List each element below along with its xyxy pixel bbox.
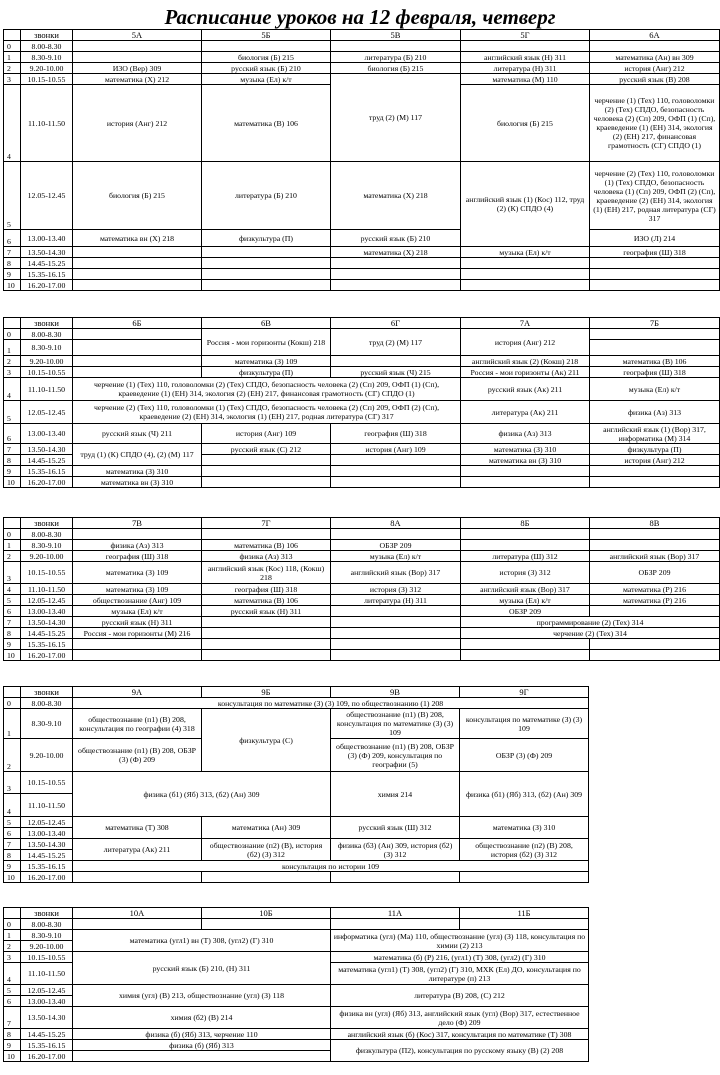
lesson-cell: физика вн (угл) (Яб) 313, английский язык (угл) (Вор) 317, естественное дело (Ф) 209 — [331, 1007, 589, 1029]
header-class: 6Г — [331, 318, 461, 329]
lesson-cell: физика (Аз) 313 — [73, 540, 202, 551]
header-class: 5Г — [461, 30, 590, 41]
header-class: 7В — [73, 518, 202, 529]
lesson-number: 7 — [4, 839, 21, 850]
lesson-cell: математика (б) (Р) 216, (угл1) (Т) 308, (угл2) (Г) 310 — [331, 952, 589, 963]
lesson-number: 8 — [4, 258, 21, 269]
lesson-time: 12.05-12.45 — [21, 985, 73, 996]
lesson-time: 8.30-9.10 — [21, 340, 73, 356]
lesson-cell: ИЗО (Вер) 309 — [73, 63, 202, 74]
header-class: 6А — [590, 30, 720, 41]
lesson-cell: литература (Б) 210 — [331, 52, 461, 63]
lesson-number: 2 — [4, 739, 21, 772]
lesson-time: 13.00-13.40 — [21, 606, 73, 617]
lesson-time: 15.35-16.15 — [21, 269, 73, 280]
lesson-number: 4 — [4, 378, 21, 401]
header-class: 8Б — [461, 518, 590, 529]
lesson-number: 6 — [4, 606, 21, 617]
lesson-number: 10 — [4, 1051, 21, 1062]
lesson-time: 9.20-10.00 — [21, 63, 73, 74]
lesson-cell: физкультура (С) — [202, 709, 331, 772]
header-class: 11Б — [460, 908, 589, 919]
lesson-cell: история (З) 312 — [461, 562, 590, 584]
lesson-cell: география (Ш) 318 — [331, 424, 461, 444]
lesson-cell: русский язык (Ч) 215 — [331, 367, 461, 378]
lesson-cell: история (З) 312 — [331, 584, 461, 595]
lesson-time: 8.00-8.30 — [21, 41, 73, 52]
lesson-number: 6 — [4, 996, 21, 1007]
lesson-time: 13.00-13.40 — [21, 828, 73, 839]
lesson-cell: математика (Ан) вн 309 — [590, 52, 720, 63]
lesson-cell: обществознание (п1) (В) 208, ОБЗР (3) (Ф) 209 — [73, 739, 202, 772]
lesson-time: 13.00-13.40 — [21, 424, 73, 444]
lesson-cell: русский язык (Б) 210 — [202, 63, 331, 74]
lesson-cell: математика (З) 109 — [73, 562, 202, 584]
lesson-time: 11.10-11.50 — [21, 794, 73, 817]
lesson-time: 13.50-14.30 — [21, 617, 73, 628]
lesson-cell: русский язык (Б) 210 — [331, 230, 461, 247]
lesson-number: 10 — [4, 872, 21, 883]
lesson-number: 2 — [4, 941, 21, 952]
schedule-table-5-6a — [3, 29, 720, 291]
lesson-time: 8.30-9.10 — [21, 930, 73, 941]
header-class: 8В — [590, 518, 720, 529]
header-times: звонки — [21, 687, 73, 698]
lesson-cell: музыка (Ел) к/т — [331, 551, 461, 562]
lesson-number: 9 — [4, 861, 21, 872]
lesson-cell: литература (Ш) 312 — [461, 551, 590, 562]
lesson-cell: история (Анг) 212 — [590, 63, 720, 74]
lesson-time: 8.30-9.10 — [21, 709, 73, 739]
lesson-cell: русский язык (Ш) 312 — [331, 817, 460, 839]
header-class: 9Б — [202, 687, 331, 698]
lesson-time: 8.00-8.30 — [21, 329, 73, 340]
header-class: 7Б — [590, 318, 720, 329]
lesson-cell: география (Ш) 318 — [590, 367, 720, 378]
lesson-number: 3 — [4, 952, 21, 963]
lesson-cell: музыка (Ел) к/т — [461, 595, 590, 606]
lesson-time: 12.05-12.45 — [21, 162, 73, 230]
lesson-cell: английский язык (Кос) 118, (Кокш) 218 — [202, 562, 331, 584]
lesson-cell: английский язык (Н) 311 — [461, 52, 590, 63]
lesson-cell: черчение (2) (Тех) 314 — [461, 628, 720, 639]
lesson-number: 1 — [4, 709, 21, 739]
lesson-cell: математика (Ан) 309 — [202, 817, 331, 839]
lesson-number: 4 — [4, 584, 21, 595]
lesson-number: 2 — [4, 356, 21, 367]
lesson-number: 9 — [4, 466, 21, 477]
lesson-time: 15.35-16.15 — [21, 466, 73, 477]
lesson-number: 5 — [4, 401, 21, 424]
lesson-time: 9.20-10.00 — [21, 739, 73, 772]
lesson-time: 9.20-10.00 — [21, 551, 73, 562]
lesson-cell: английский язык (1) (Кос) 112, труд (2) (К) СПДО (4) — [461, 162, 590, 247]
lesson-number: 10 — [4, 477, 21, 488]
lesson-number: 1 — [4, 540, 21, 551]
lesson-cell: ОБЗР 209 — [331, 540, 461, 551]
lesson-time: 8.30-9.10 — [21, 540, 73, 551]
lesson-time: 16.20-17.00 — [21, 872, 73, 883]
lesson-time: 10.15-10.55 — [21, 772, 73, 794]
lesson-time: 16.20-17.00 — [21, 650, 73, 661]
header-class: 11А — [331, 908, 460, 919]
lesson-time: 9.20-10.00 — [21, 941, 73, 952]
lesson-cell: музыка (Ел) к/т — [461, 247, 590, 258]
lesson-cell: биология (Б) 215 — [331, 63, 461, 74]
lesson-number: 3 — [4, 367, 21, 378]
header-times: звонки — [21, 908, 73, 919]
lesson-number: 8 — [4, 628, 21, 639]
lesson-cell: математика (Р) 216 — [590, 595, 720, 606]
lesson-cell: английский язык (2) (Кокш) 218 — [461, 356, 590, 367]
lesson-cell — [73, 52, 202, 63]
lesson-cell: музыка (Ел) к/т — [202, 74, 331, 85]
lesson-cell: математика (угл1) (Т) 308, (угл2) (Г) 310, МХК (Ел) ДО, консультация по литературе (п) 213 — [331, 963, 589, 985]
lesson-cell: труд (2) (М) 117 — [331, 329, 461, 356]
lesson-cell: черчение (2) (Тех) 110, головоломки (1) (Тех) СПДО, безопасность человека (1) (Сп) 209, ОФП (2) (Сп), краеведение (2) (ЕН) 314, экология (1) (ЕН) 217, родная литература (СГ) 317 — [590, 162, 720, 230]
lesson-time: 14.45-15.25 — [21, 258, 73, 269]
lesson-cell: математика (Х) 218 — [331, 162, 461, 230]
lesson-number: 4 — [4, 794, 21, 817]
lesson-number: 7 — [4, 1007, 21, 1029]
lesson-cell: литература (Ак) 211 — [461, 401, 590, 424]
lesson-cell: биология (Б) 215 — [461, 85, 590, 162]
lesson-cell: обществознание (п2) (В) 208, история (б2) (З) 312 — [460, 839, 589, 861]
lesson-cell: математика (З) 310 — [73, 466, 202, 477]
lesson-number: 0 — [4, 529, 21, 540]
lesson-time: 10.15-10.55 — [21, 562, 73, 584]
lesson-time: 12.05-12.45 — [21, 595, 73, 606]
lesson-cell: Россия - мои горизонты (М) 216 — [73, 628, 202, 639]
header-class: 5В — [331, 30, 461, 41]
lesson-cell: английский язык (б) (Кос) 317, консультация по математике (Т) 308 — [331, 1029, 589, 1040]
lesson-number: 8 — [4, 455, 21, 466]
lesson-cell: физика (Аз) 313 — [461, 424, 590, 444]
header-class: 7А — [461, 318, 590, 329]
lesson-cell: русский язык (Ч) 211 — [73, 424, 202, 444]
lesson-cell: английский язык (Вор) 317 — [331, 562, 461, 584]
lesson-cell: музыка (Ел) к/т — [590, 378, 720, 401]
lesson-number: 3 — [4, 772, 21, 794]
header-class: 6В — [202, 318, 331, 329]
lesson-cell: математика вн (Х) 218 — [73, 230, 202, 247]
header-class: 7Г — [202, 518, 331, 529]
lesson-number: 3 — [4, 562, 21, 584]
lesson-number: 9 — [4, 1040, 21, 1051]
header-class: 9В — [331, 687, 460, 698]
lesson-cell: химия (б2) (В) 214 — [73, 1007, 331, 1029]
lesson-cell: математика (В) 106 — [202, 540, 331, 551]
lesson-cell: русский язык (С) 212 — [202, 444, 331, 455]
lesson-cell: обществознание (п2) (В), история (б2) (З) 312 — [202, 839, 331, 861]
lesson-cell: математика (З) 109 — [202, 356, 331, 367]
lesson-time: 8.00-8.30 — [21, 919, 73, 930]
lesson-cell: физика (б) (Яб) 313 — [73, 1040, 331, 1051]
lesson-number: 9 — [4, 269, 21, 280]
lesson-number: 0 — [4, 919, 21, 930]
header-class: 5Б — [202, 30, 331, 41]
lesson-time: 11.10-11.50 — [21, 85, 73, 162]
lesson-cell: ИЗО (Л) 214 — [590, 230, 720, 247]
lesson-number: 7 — [4, 247, 21, 258]
lesson-cell: математика вн (З) 310 — [461, 455, 590, 466]
lesson-cell: консультация по математике (З) (3) 109, по обществознанию (1) 208 — [73, 698, 589, 709]
lesson-cell: литература (Н) 311 — [331, 595, 461, 606]
lesson-cell: программирование (2) (Тех) 314 — [461, 617, 720, 628]
lesson-cell: география (Ш) 318 — [73, 551, 202, 562]
lesson-cell: Россия - мои горизонты (Кокш) 218 — [202, 329, 331, 356]
lesson-cell: обществознание (Анг) 109 — [73, 595, 202, 606]
lesson-cell: обществознание (п1) (В) 208, консультация по математике (З) (3) 109 — [331, 709, 460, 739]
lesson-number: 7 — [4, 444, 21, 455]
schedule-table-10-11 — [3, 907, 589, 1062]
lesson-cell: математика (В) 106 — [590, 356, 720, 367]
header-class: 8А — [331, 518, 461, 529]
lesson-number: 6 — [4, 230, 21, 247]
lesson-cell: обществознание (п1) (В) 208, ОБЗР (3) (Ф) 209, консультация по географии (5) — [331, 739, 460, 772]
lesson-number: 4 — [4, 85, 21, 162]
lesson-cell: физкультура (П) — [202, 230, 331, 247]
lesson-time: 16.20-17.00 — [21, 477, 73, 488]
lesson-cell: биология (Б) 215 — [73, 162, 202, 230]
lesson-cell: английский язык (1) (Вор) 317, информатика (М) 314 — [590, 424, 720, 444]
lesson-cell: математика (В) 106 — [202, 595, 331, 606]
lesson-cell: русский язык (В) 208 — [590, 74, 720, 85]
lesson-time: 14.45-15.25 — [21, 1029, 73, 1040]
lesson-number: 5 — [4, 162, 21, 230]
lesson-time: 14.45-15.25 — [21, 850, 73, 861]
lesson-time: 14.45-15.25 — [21, 628, 73, 639]
lesson-cell: математика (Х) 218 — [331, 247, 461, 258]
header-class: 10Б — [202, 908, 331, 919]
lesson-cell: география (Ш) 318 — [202, 584, 331, 595]
lesson-cell: математика (Р) 216 — [590, 584, 720, 595]
header-times: звонки — [21, 518, 73, 529]
schedule-table-9 — [3, 686, 589, 883]
header-class: 6Б — [73, 318, 202, 329]
lesson-number: 2 — [4, 551, 21, 562]
lesson-cell: труд (2) (М) 117 — [331, 74, 461, 162]
lesson-cell: математика (З) 310 — [461, 444, 590, 455]
lesson-cell: математика вн (З) 310 — [73, 477, 202, 488]
header-class: 9А — [73, 687, 202, 698]
lesson-time: 13.00-13.40 — [21, 230, 73, 247]
lesson-cell: математика (Т) 308 — [73, 817, 202, 839]
lesson-time: 10.15-10.55 — [21, 367, 73, 378]
lesson-cell: химия 214 — [331, 772, 460, 817]
lesson-cell: консультация по истории 109 — [73, 861, 589, 872]
lesson-cell: математика (Х) 212 — [73, 74, 202, 85]
lesson-time: 15.35-16.15 — [21, 861, 73, 872]
lesson-time: 13.50-14.30 — [21, 839, 73, 850]
header-times: звонки — [21, 318, 73, 329]
lesson-cell: математика (В) 106 — [202, 85, 331, 162]
lesson-cell: математика (З) 109 — [73, 584, 202, 595]
lesson-number: 2 — [4, 63, 21, 74]
lesson-number: 8 — [4, 850, 21, 861]
header-class: 10А — [73, 908, 202, 919]
lesson-number: 10 — [4, 280, 21, 291]
lesson-cell: история (Анг) 212 — [73, 85, 202, 162]
lesson-cell: литература (Н) 311 — [461, 63, 590, 74]
lesson-time: 12.05-12.45 — [21, 817, 73, 828]
lesson-cell: ОБЗР 209 — [590, 562, 720, 584]
lesson-time: 13.50-14.30 — [21, 1007, 73, 1029]
lesson-time: 16.20-17.00 — [21, 280, 73, 291]
lesson-time: 8.00-8.30 — [21, 529, 73, 540]
lesson-cell: математика (З) 310 — [460, 817, 589, 839]
lesson-number: 4 — [4, 963, 21, 985]
lesson-cell: русский язык (Ак) 211 — [461, 378, 590, 401]
lesson-number: 1 — [4, 52, 21, 63]
lesson-time: 11.10-11.50 — [21, 584, 73, 595]
lesson-number: 6 — [4, 424, 21, 444]
lesson-cell: биология (Б) 215 — [202, 52, 331, 63]
lesson-number: 5 — [4, 595, 21, 606]
lesson-time: 15.35-16.15 — [21, 639, 73, 650]
lesson-cell: консультация по математике (З) (3) 109 — [460, 709, 589, 739]
lesson-cell: математика (угл1) вн (Т) 308, (угл2) (Г) 310 — [73, 930, 331, 952]
lesson-cell: обществознание (п1) (В) 208, консультация по географии (4) 318 — [73, 709, 202, 739]
lesson-cell: физкультура (П) — [590, 444, 720, 455]
lesson-cell: русский язык (Н) 311 — [202, 606, 331, 617]
lesson-cell: литература (Ак) 211 — [73, 839, 202, 861]
lesson-cell: русский язык (Н) 311 — [73, 617, 202, 628]
lesson-cell: математика (М) 110 — [461, 74, 590, 85]
lesson-number: 5 — [4, 817, 21, 828]
lesson-cell: история (Анг) 109 — [331, 444, 461, 455]
lesson-time: 15.35-16.15 — [21, 1040, 73, 1051]
lesson-cell: ОБЗР 209 — [461, 606, 590, 617]
schedule-table-6b-7b — [3, 317, 720, 488]
lesson-number: 1 — [4, 340, 21, 356]
lesson-number: 0 — [4, 329, 21, 340]
lesson-time: 10.15-10.55 — [21, 952, 73, 963]
lesson-cell: ОБЗР (3) (Ф) 209 — [460, 739, 589, 772]
lesson-time: 13.50-14.30 — [21, 444, 73, 455]
lesson-number: 10 — [4, 650, 21, 661]
lesson-time: 13.00-13.40 — [21, 996, 73, 1007]
lesson-number: 7 — [4, 617, 21, 628]
lesson-number: 1 — [4, 930, 21, 941]
lesson-cell: история (Анг) 212 — [461, 329, 590, 356]
lesson-cell: Россия - мои горизонты (Ак) 211 — [461, 367, 590, 378]
lesson-cell: труд (1) (К) СПДО (4), (2) (М) 117 — [73, 444, 202, 466]
lesson-cell: русский язык (Б) 210, (Н) 311 — [73, 952, 331, 985]
lesson-cell: черчение (1) (Тех) 110, головоломки (2) (Тех) СПДО, безопасность человека (2) (Сп) 209, ОФП (1) (Сп), краеведение (1) (ЕН) 314, экология (2) (ЕН) 217, финансовая грамотность (СГ) СПДО (1) — [73, 378, 461, 401]
lesson-cell: английский язык (Вор) 317 — [461, 584, 590, 595]
page-title: Расписание уроков на 12 февраля, четверг — [164, 5, 556, 29]
lesson-cell: география (Ш) 318 — [590, 247, 720, 258]
lesson-cell: физика (б1) (Яб) 313, (б2) (Ан) 309 — [73, 772, 331, 817]
lesson-cell: физика (Аз) 313 — [202, 551, 331, 562]
lesson-cell: физика (б) (Яб) 313, черчение 110 — [73, 1029, 331, 1040]
lesson-cell: физика (б1) (Яб) 313, (б2) (Ан) 309 — [460, 772, 589, 817]
lesson-cell: физика (б3) (Ан) 309, история (б2) (З) 312 — [331, 839, 460, 861]
lesson-number: 9 — [4, 639, 21, 650]
lesson-time: 9.20-10.00 — [21, 356, 73, 367]
lesson-time: 12.05-12.45 — [21, 401, 73, 424]
header-class: 9Г — [460, 687, 589, 698]
lesson-time: 8.00-8.30 — [21, 698, 73, 709]
lesson-time: 11.10-11.50 — [21, 963, 73, 985]
lesson-time: 8.30-9.10 — [21, 52, 73, 63]
lesson-time: 10.15-10.55 — [21, 74, 73, 85]
lesson-cell: история (Анг) 212 — [590, 455, 720, 466]
lesson-cell: литература (В) 208, (С) 212 — [331, 985, 589, 1007]
lesson-number: 0 — [4, 698, 21, 709]
header-times: звонки — [21, 30, 73, 41]
lesson-number: 3 — [4, 74, 21, 85]
lesson-cell: черчение (1) (Тех) 110, головоломки (2) (Тех) СПДО, безопасность человека (2) (Сп) 209, ОФП (1) (Сп), краеведение (1) (ЕН) 314, экология (2) (ЕН) 217, финансовая грамотность (СГ) СПДО (1) — [590, 85, 720, 162]
lesson-number: 5 — [4, 985, 21, 996]
schedule-table-7v-8v — [3, 517, 720, 661]
lesson-cell: черчение (2) (Тех) 110, головоломки (1) (Тех) СПДО, безопасность человека (2) (Сп) 209, ОФП (2) (Сп), краеведение (2) (ЕН) 314, экология (1) (ЕН) 217, родная литература (СГ) 317 — [73, 401, 461, 424]
header-class: 5А — [73, 30, 202, 41]
lesson-time: 11.10-11.50 — [21, 378, 73, 401]
lesson-time: 13.50-14.30 — [21, 247, 73, 258]
lesson-cell: история (Анг) 109 — [202, 424, 331, 444]
lesson-number: 6 — [4, 828, 21, 839]
lesson-cell: информатика (угл) (Ма) 110, обществознание (угл) (З) 118, консультация по химии (2) 213 — [331, 930, 589, 952]
lesson-cell: литература (Б) 210 — [202, 162, 331, 230]
lesson-cell: музыка (Ел) к/т — [73, 606, 202, 617]
lesson-cell: химия (угл) (В) 213, обществознание (угл) (З) 118 — [73, 985, 331, 1007]
lesson-cell: физика (Аз) 313 — [590, 401, 720, 424]
lesson-number: 0 — [4, 41, 21, 52]
lesson-cell: физкультура (П) — [202, 367, 331, 378]
lesson-number: 8 — [4, 1029, 21, 1040]
lesson-cell: английский язык (Вор) 317 — [590, 551, 720, 562]
lesson-cell: физкультура (П2), консультация по русскому языку (В) (2) 208 — [331, 1040, 589, 1062]
lesson-time: 14.45-15.25 — [21, 455, 73, 466]
lesson-time: 16.20-17.00 — [21, 1051, 73, 1062]
